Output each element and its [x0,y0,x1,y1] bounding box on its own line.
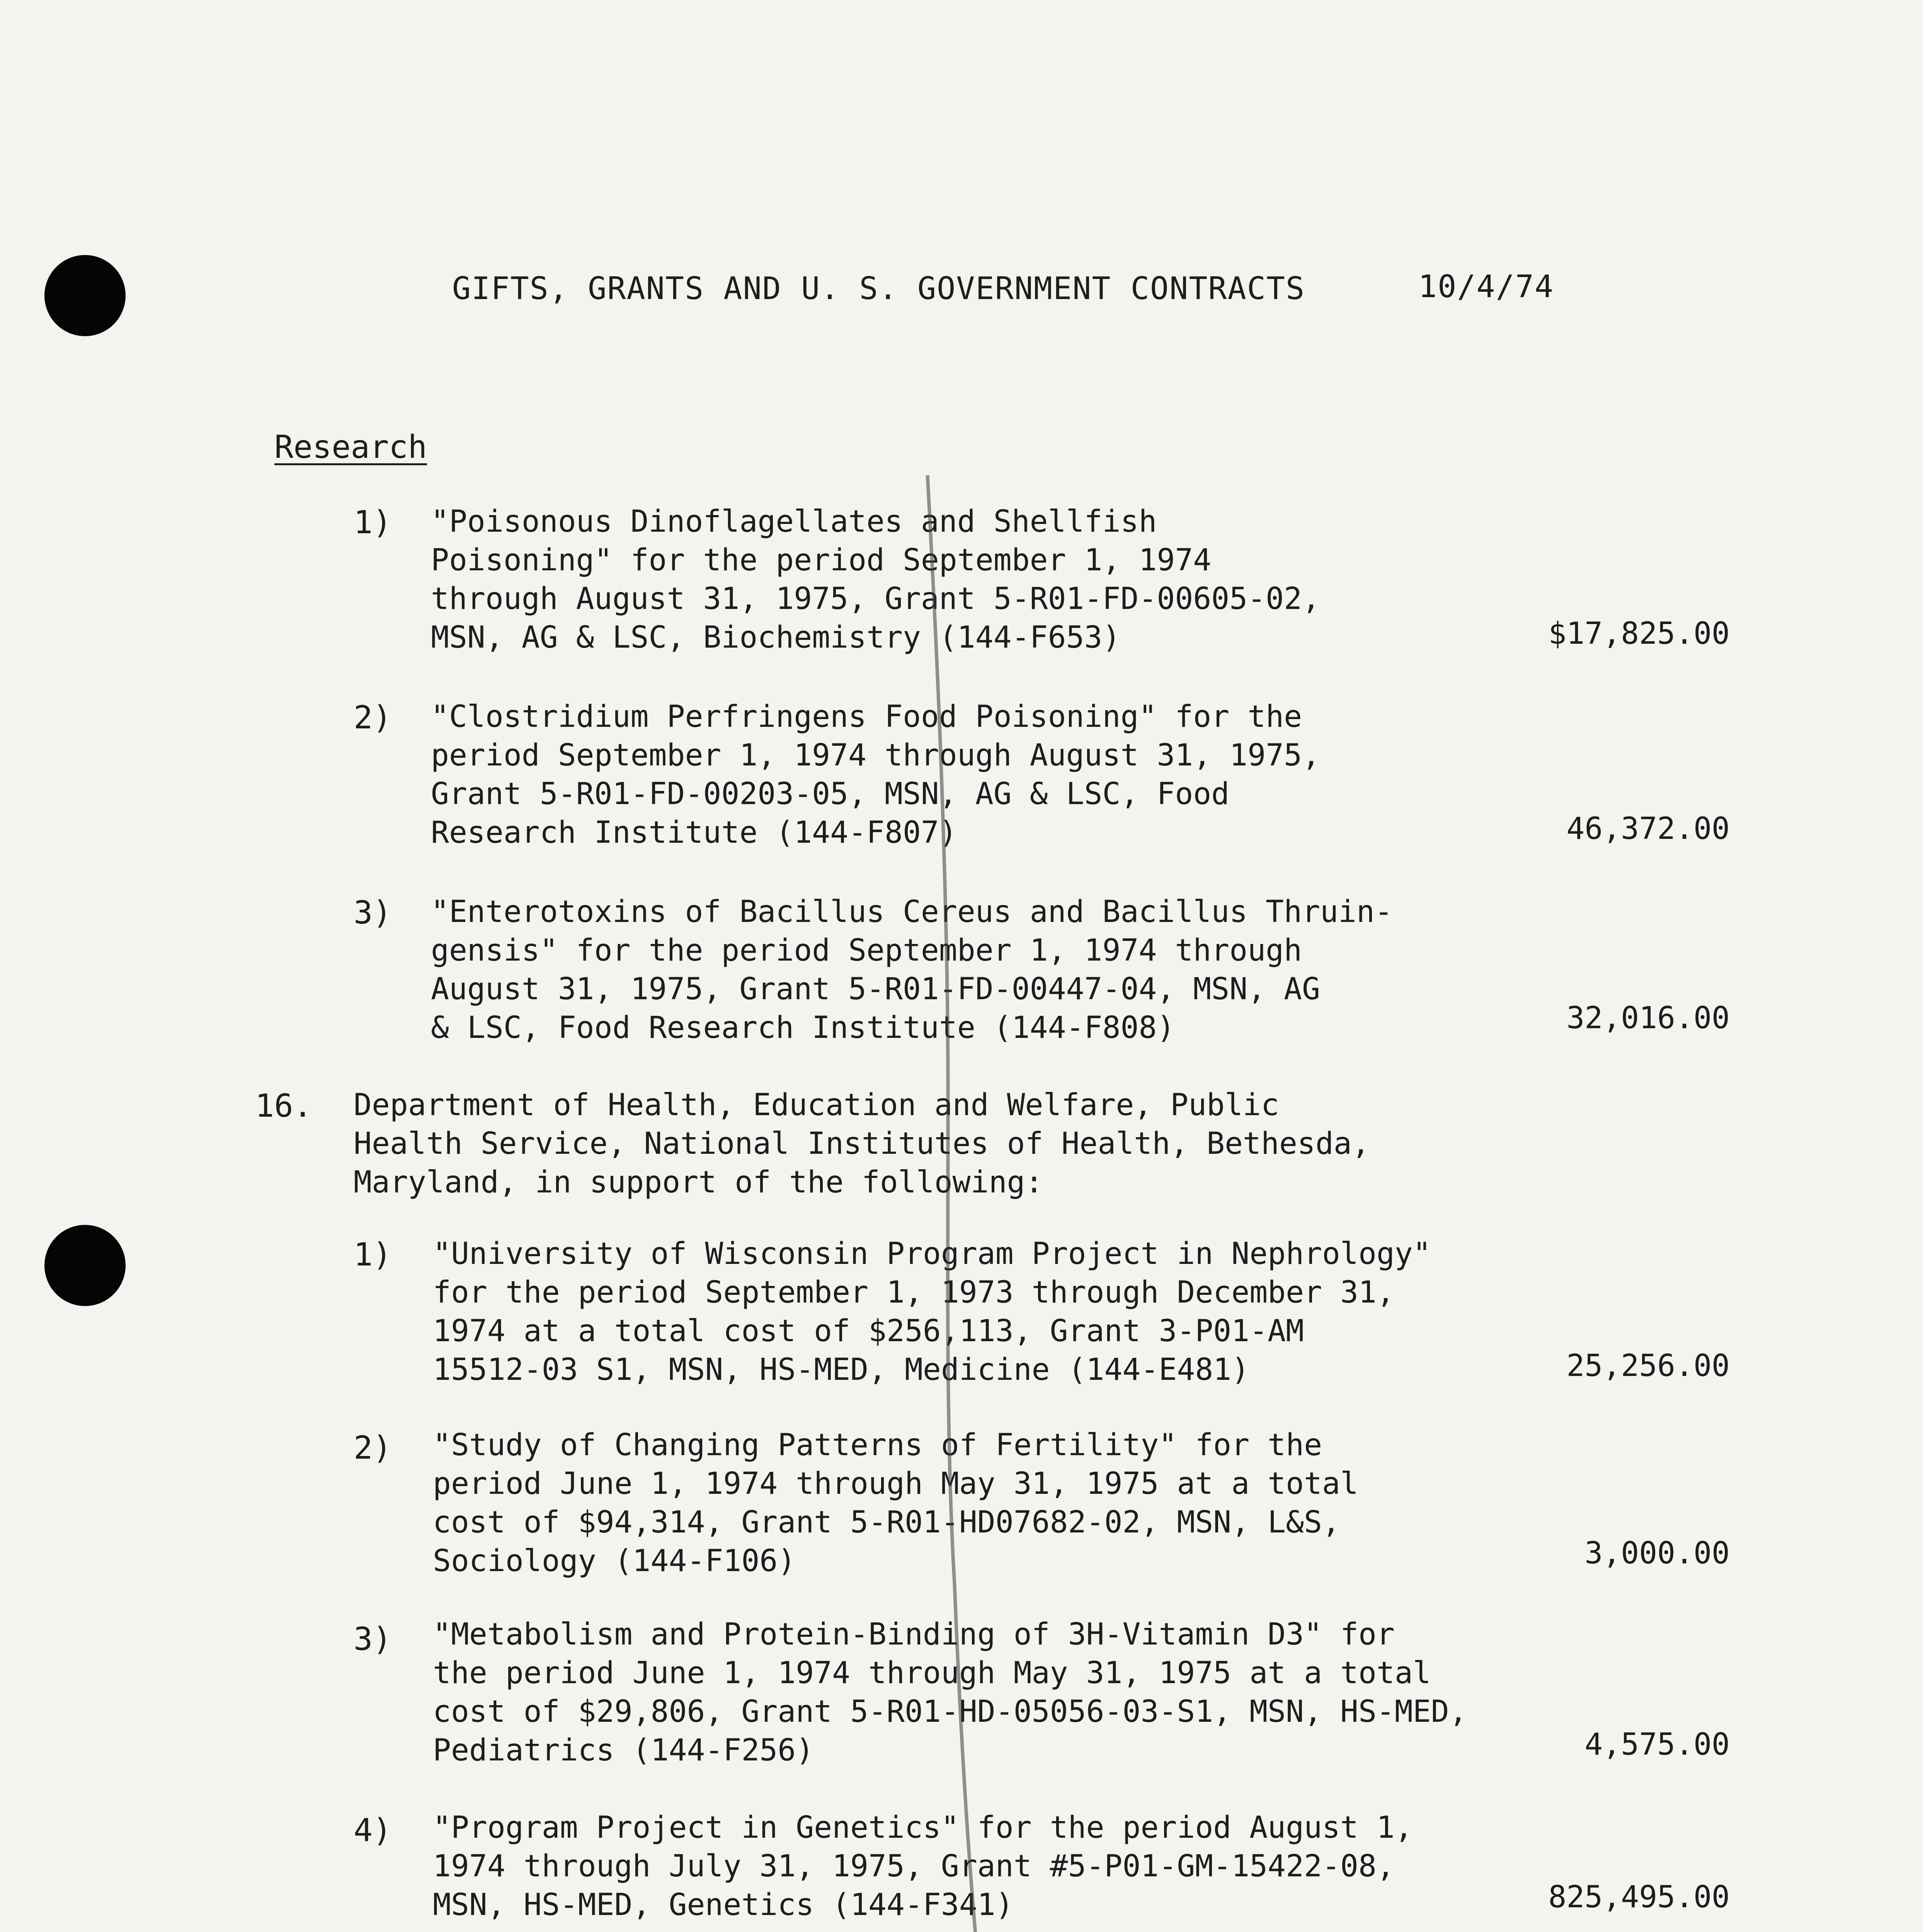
section-description [354,1086,1370,1202]
description-line: "University of Wisconsin Program Project in Nephrology" [433,1236,1431,1271]
item-number: 3) [354,895,392,931]
punch-hole-top [44,255,126,336]
description-line: Pediatrics (144-F256) [433,1733,814,1768]
item-amount: 32,016.00 [1566,1001,1730,1036]
description-line: through August 31, 1975, Grant 5-R01-FD-00605-02, [431,582,1321,616]
item-amount: 825,495.00 [1548,1880,1730,1915]
description-line: Department of Health, Education and Welfare, Public [354,1088,1279,1122]
item-description [433,1426,1358,1580]
item-description [431,502,1320,657]
description-line: for the period September 1, 1973 through December 31, [433,1275,1395,1310]
description-line: 15512-03 S1, MSN, HS-MED, Medicine (144-E481) [433,1352,1250,1387]
description-line: Research Institute (144-F807) [431,815,957,850]
item-description [433,1615,1467,1770]
item-number: 4) [354,1812,392,1849]
description-line: period June 1, 1974 through May 31, 1975 at a total [433,1466,1358,1501]
description-line: & LSC, Food Research Institute (144-F808) [431,1010,1175,1045]
description-line: MSN, HS-MED, Genetics (144-F341) [433,1888,1014,1922]
item-amount: 46,372.00 [1566,811,1730,846]
description-line: August 31, 1975, Grant 5-R01-FD-00447-04, MSN, AG [431,972,1321,1007]
punch-hole-middle [44,1225,126,1306]
item-number: 2) [354,699,392,736]
description-line: the period June 1, 1974 through May 31, 1975 at a total [433,1656,1431,1690]
description-line: "Clostridium Perfringens Food Poisoning" for the [431,699,1302,734]
item-amount: 4,575.00 [1584,1727,1730,1762]
description-line: Health Service, National Institutes of Health, Bethesda, [354,1126,1370,1161]
description-line: Sociology (144-F106) [433,1544,796,1578]
description-line: "Metabolism and Protein-Binding of 3H-Vitamin D3" for [433,1617,1395,1652]
item-amount: $17,825.00 [1548,616,1730,651]
document-title: GIFTS, GRANTS AND U. S. GOVERNMENT CONTRACTS [452,270,1305,306]
description-line: period September 1, 1974 through August 31, 1975, [431,738,1321,773]
item-number: 2) [354,1430,392,1466]
item-number: 1) [354,1236,392,1273]
section-number: 16. [255,1088,313,1124]
description-line: cost of $29,806, Grant 5-R01-HD-05056-03-S1, MSN, HS-MED, [433,1694,1467,1729]
description-line: cost of $94,314, Grant 5-R01-HD07682-02, MSN, L&S, [433,1505,1340,1540]
description-line: 1974 through July 31, 1975, Grant #5-P01-GM-15422-08, [433,1849,1395,1884]
description-line: MSN, AG & LSC, Biochemistry (144-F653) [431,620,1121,655]
document-date: 10/4/74 [1418,269,1554,304]
item-description [433,1808,1413,1924]
item-amount: 3,000.00 [1584,1536,1730,1571]
item-amount: 25,256.00 [1566,1349,1730,1383]
description-line: "Program Project in Genetics" for the period August 1, [433,1810,1413,1845]
description-line: "Study of Changing Patterns of Fertility" for the [433,1428,1322,1463]
description-line: gensis" for the period September 1, 1974 through [431,933,1302,968]
item-description [431,893,1393,1047]
description-line: Maryland, in support of the following: [354,1165,1043,1200]
description-line: "Poisonous Dinoflagellates and Shellfish [431,504,1157,539]
description-line: Grant 5-R01-FD-00203-05, MSN, AG & LSC, Food [431,777,1230,811]
description-line: Poisoning" for the period September 1, 1974 [431,543,1212,578]
description-line: "Enterotoxins of Bacillus Cereus and Bacillus Thruin- [431,895,1393,929]
description-line: 1974 at a total cost of $256,113, Grant 3-P01-AM [433,1314,1304,1349]
section-heading-research: Research [274,429,427,466]
item-description [433,1235,1431,1389]
item-number: 1) [354,504,392,541]
item-number: 3) [354,1621,392,1658]
item-description [431,697,1320,852]
